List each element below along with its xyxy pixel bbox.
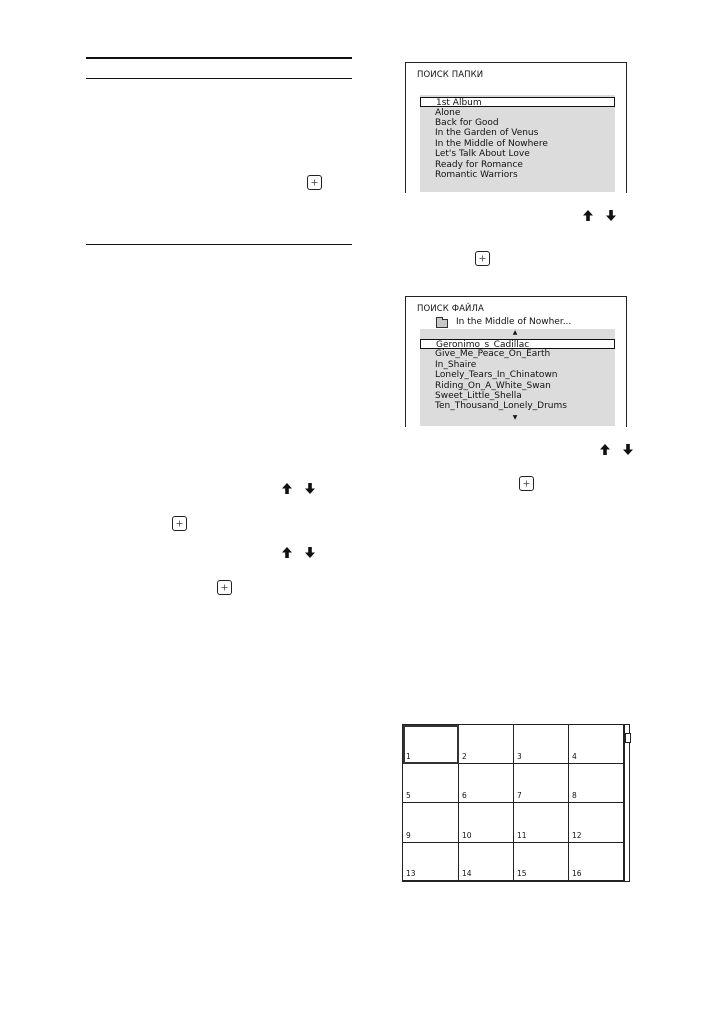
arrow-down-icon	[622, 443, 634, 456]
folder-list-item[interactable]: Romantic Warriors	[435, 170, 518, 180]
cell-number: 12	[572, 831, 582, 840]
grid-cell[interactable]	[403, 843, 459, 881]
folder-icon	[436, 319, 448, 328]
folder-list-item[interactable]: In the Middle of Nowhere	[435, 138, 548, 149]
arrow-up-icon	[582, 209, 594, 222]
folder-list-item[interactable]: Ready for Romance	[435, 159, 523, 170]
folder-list-item[interactable]: Back for Good	[435, 118, 499, 128]
grid-cell[interactable]	[514, 725, 569, 764]
section-rule-mid	[86, 244, 352, 245]
cell-number: 8	[572, 791, 577, 800]
cell-number: 10	[462, 831, 472, 840]
cell-number: 5	[406, 791, 411, 800]
file-list-item[interactable]: Riding_On_A_White_Swan	[435, 380, 551, 391]
section-rule-top	[86, 57, 352, 59]
file-list-item[interactable]: Give_Me_Peace_On_Earth	[435, 349, 551, 360]
enter-button-icon	[475, 251, 490, 266]
folder-list-item[interactable]: In the Garden of Venus	[435, 128, 539, 139]
scroll-up-indicator[interactable]: ▲	[512, 329, 518, 336]
cell-number: 14	[462, 869, 472, 878]
cell-number: 11	[517, 831, 527, 840]
section-rule-sub	[86, 78, 352, 79]
grid-cell[interactable]	[569, 725, 624, 764]
grid-cell[interactable]	[569, 803, 624, 843]
file-list-item[interactable]: Geronimo_s_Cadillac	[420, 339, 615, 349]
grid-cell[interactable]	[459, 725, 514, 764]
grid-cell[interactable]	[514, 843, 569, 881]
file-list-item[interactable]: Ten_Thousand_Lonely_Drums	[435, 401, 567, 412]
folder-list-item[interactable]: 1st Album	[420, 97, 615, 107]
arrow-down-icon	[304, 546, 316, 559]
grid-cell[interactable]	[459, 764, 514, 803]
arrow-up-icon	[281, 546, 293, 559]
folder-list-item[interactable]: Alone	[435, 107, 461, 118]
arrow-up-icon	[281, 482, 293, 495]
cell-number: 15	[517, 869, 527, 878]
cell-number: 16	[572, 869, 582, 878]
file-list	[420, 329, 615, 426]
grid-cell[interactable]	[459, 843, 514, 881]
file-list-item[interactable]: In_Shaire	[435, 359, 477, 370]
grid-cell[interactable]	[514, 764, 569, 803]
enter-button-icon	[307, 175, 322, 190]
scroll-down-indicator[interactable]: ▼	[512, 414, 518, 421]
grid-cell[interactable]	[514, 803, 569, 843]
current-folder-path: In the Middle of Nowher...	[456, 317, 572, 327]
folder-list	[420, 95, 615, 192]
grid-cell[interactable]	[403, 803, 459, 843]
enter-button-icon	[172, 516, 187, 531]
grid-scrollbar[interactable]	[624, 725, 630, 881]
folder-search-title: ПОИСК ПАПКИ	[417, 70, 484, 80]
folder-list-item[interactable]: Let's Talk About Love	[435, 149, 530, 160]
folder-search-screen	[405, 62, 627, 193]
file-list-item[interactable]: Sweet_Little_Shella	[435, 391, 522, 401]
arrow-down-icon	[605, 209, 617, 222]
cell-number: 3	[517, 752, 522, 761]
file-search-title: ПОИСК ФАЙЛА	[417, 304, 484, 314]
arrow-down-icon	[304, 482, 316, 495]
cell-number: 13	[406, 869, 416, 878]
grid-cell[interactable]	[459, 803, 514, 843]
cell-number: 6	[462, 791, 467, 800]
grid-cell[interactable]	[403, 764, 459, 803]
arrow-up-icon	[599, 443, 611, 456]
cell-number: 2	[462, 752, 467, 761]
cell-number: 4	[572, 752, 577, 761]
grid-scroll-thumb[interactable]	[625, 733, 631, 743]
enter-button-icon	[217, 580, 232, 595]
file-search-screen	[405, 296, 627, 427]
grid-cell[interactable]	[403, 725, 459, 764]
grid-cell[interactable]	[569, 843, 624, 881]
enter-button-icon	[519, 476, 534, 491]
file-list-item[interactable]: Lonely_Tears_In_Chinatown	[435, 370, 558, 381]
cell-number: 7	[517, 791, 522, 800]
cell-number: 9	[406, 831, 411, 840]
thumbnail-grid	[402, 724, 630, 882]
cell-number: 1	[406, 752, 411, 761]
grid-cell[interactable]	[569, 764, 624, 803]
